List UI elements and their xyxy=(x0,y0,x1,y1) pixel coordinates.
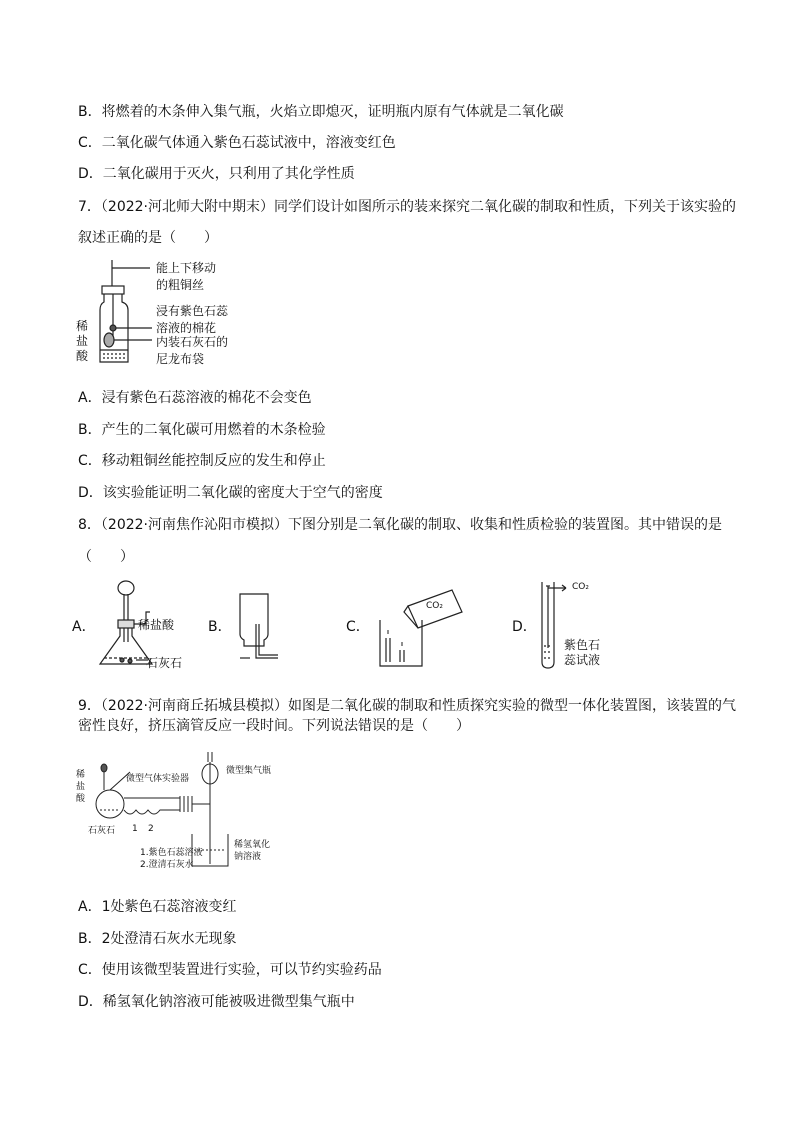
q7-option-a: A．浸有紫色石蕊溶液的棉花不会变色 xyxy=(78,390,312,406)
q8-acid-label: 稀盐酸 xyxy=(138,618,175,632)
q6-option-c: C．二氧化碳气体通入紫色石蕊试液中，溶液变红色 xyxy=(78,135,396,151)
q9-micro-bottle-label: 微型集气瓶 xyxy=(226,766,272,776)
q7-stem-line1: 7．（2022·河北师大附中期末）同学们设计如图所示的装来探究二氧化碳的制取和性质，下列关于该实验的 xyxy=(78,199,736,215)
q8-stem-line2: （ ） xyxy=(78,549,134,565)
q6-option-d: D．二氧化碳用于灭火，只利用了其化学性质 xyxy=(78,166,355,182)
q7-option-d: D．该实验能证明二氧化碳的密度大于空气的密度 xyxy=(78,485,383,501)
q7-stem-line2: 叙述正确的是（ ） xyxy=(78,230,218,246)
q9-acid-label-1: 稀 xyxy=(76,770,86,780)
q8-figures xyxy=(70,576,630,672)
q7-apparatus-figure xyxy=(70,258,270,370)
q9-legend-2: 2.澄清石灰水 xyxy=(140,860,194,870)
q9-micro-gas-label: 微型气体实验器 xyxy=(126,774,190,784)
q8-litmus-label-1: 紫色石 xyxy=(564,638,601,652)
q9-option-c: C．使用该微型装置进行实验，可以节约实验药品 xyxy=(78,962,382,978)
q9-stem-line2: 密性良好，挤压滴管反应一段时间。下列说法错误的是（ ） xyxy=(78,718,470,734)
q7-wire-label-2: 的粗铜丝 xyxy=(156,278,205,292)
q8-option-d-label: D． xyxy=(512,619,537,635)
q7-acid-label-2: 盐 xyxy=(76,334,89,348)
q9-acid-label-2: 盐 xyxy=(76,782,86,792)
q9-naoh-label-1: 稀氢氧化 xyxy=(234,840,271,850)
q9-legend-1: 1.紫色石蕊溶液 xyxy=(140,848,203,858)
q9-naoh-label-2: 钠溶液 xyxy=(234,852,262,862)
q7-cotton-label-1: 浸有紫色石蕊 xyxy=(156,304,229,318)
q8-stem-line1: 8．（2022·河南焦作沁阳市模拟）下图分别是二氧化碳的制取、收集和性质检验的装置图。其中错误的是 xyxy=(78,517,722,533)
q7-acid-label-1: 稀 xyxy=(76,319,89,333)
q9-stone-label: 石灰石 xyxy=(88,826,116,836)
q9-position-1: 1 xyxy=(132,824,138,834)
q7-bag-label-1: 内装石灰石的 xyxy=(156,335,229,349)
q8-option-c-label: C． xyxy=(346,619,370,635)
q9-option-a: A．1处紫色石蕊溶液变红 xyxy=(78,899,237,915)
q9-apparatus-figure xyxy=(70,746,310,872)
q7-option-c: C．移动粗铜丝能控制反应的发生和停止 xyxy=(78,453,326,469)
q7-bag-label-2: 尼龙布袋 xyxy=(156,352,205,366)
q7-acid-label-3: 酸 xyxy=(76,349,89,363)
q8-stone-label: 石灰石 xyxy=(146,656,183,670)
q9-stem-line1: 9．（2022·河南商丘拓城县模拟）如图是二氧化碳的制取和性质探究实验的微型一体化装置图，该装置的气 xyxy=(78,698,736,714)
q8-co2-tube-label: CO₂ xyxy=(572,582,589,592)
q9-position-2: 2 xyxy=(148,824,154,834)
q6-option-b: B．将燃着的木条伸入集气瓶，火焰立即熄灭，证明瓶内原有气体就是二氧化碳 xyxy=(78,104,564,120)
q8-option-b-label: B． xyxy=(208,619,232,635)
q8-option-a-label: A． xyxy=(72,619,96,635)
q8-litmus-label-2: 蕊试液 xyxy=(564,653,601,667)
q9-acid-label-3: 酸 xyxy=(76,794,86,804)
q9-option-d: D．稀氢氧化钠溶液可能被吸进微型集气瓶中 xyxy=(78,994,355,1010)
q8-co2-bottle-label: CO₂ xyxy=(426,601,443,611)
q7-wire-label-1: 能上下移动 xyxy=(156,261,217,275)
q7-cotton-label-2: 溶液的棉花 xyxy=(156,321,217,335)
q9-option-b: B．2处澄清石灰水无现象 xyxy=(78,931,237,947)
q7-option-b: B．产生的二氧化碳可用燃着的木条检验 xyxy=(78,422,326,438)
